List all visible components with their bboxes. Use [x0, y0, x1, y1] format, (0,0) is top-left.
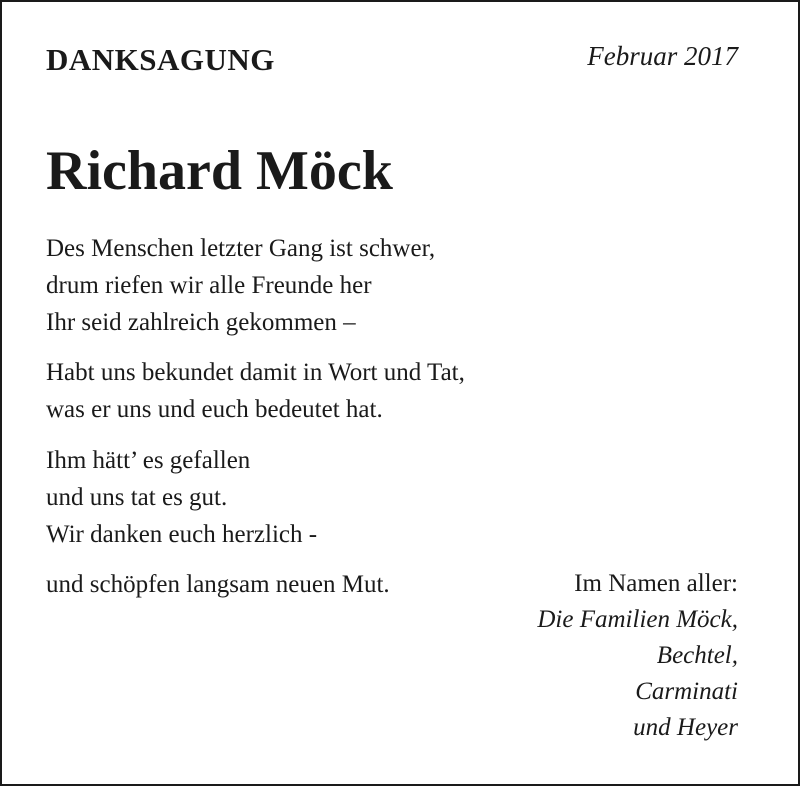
poem-closing-line: und schöpfen langsam neuen Mut. — [46, 571, 390, 598]
poem-stanza-3 — [46, 442, 317, 553]
poem-line: was er uns und euch bedeutet hat. — [46, 396, 383, 423]
poem-stanza-2 — [46, 354, 465, 428]
deceased-name: Richard Möck — [46, 140, 393, 202]
poem-line: Wir danken euch herzlich - — [46, 521, 318, 548]
family-name-line: und Heyer — [633, 714, 738, 741]
notice-heading: DANKSAGUNG — [46, 42, 275, 77]
poem-line: und uns tat es gut. — [46, 484, 228, 511]
poem-line: drum riefen wir alle Freunde her — [46, 272, 372, 299]
poem-stanza-1 — [46, 230, 435, 341]
poem-line: Habt uns bekundet damit in Wort und Tat, — [46, 359, 465, 386]
family-name-line: Carminati — [635, 678, 738, 705]
notice-date: Februar 2017 — [587, 41, 738, 71]
family-name-line: Bechtel, — [656, 642, 738, 669]
poem-closing — [46, 566, 390, 603]
poem-line: Des Menschen letzter Gang ist schwer, — [46, 235, 436, 262]
poem-line: Ihm hätt’ es gefallen — [46, 447, 251, 474]
family-name-line: Die Familien Möck, — [537, 606, 738, 633]
family-signature — [537, 566, 738, 746]
signature-intro: Im Namen aller: — [574, 570, 738, 597]
poem-line: Ihr seid zahlreich gekommen – — [46, 309, 356, 336]
